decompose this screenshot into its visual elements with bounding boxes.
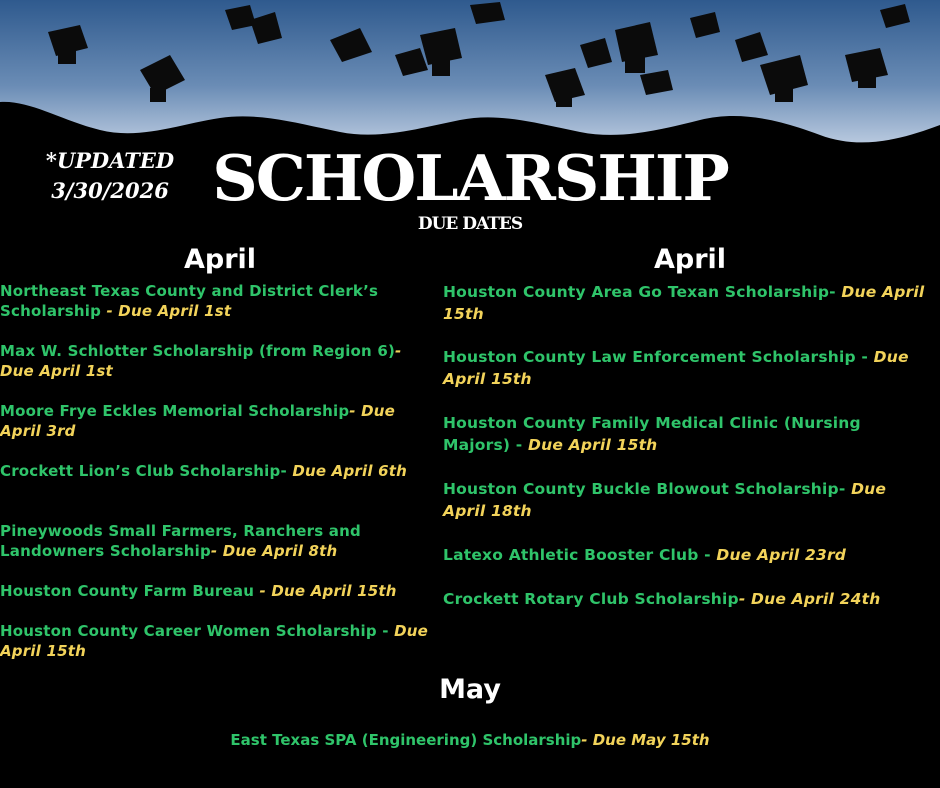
list-item: Houston County Buckle Blowout Scholarship- Due April 18th xyxy=(443,480,887,520)
list-item: Max W. Schlotter Scholarship (from Region 6)- Due April 1st xyxy=(0,342,402,380)
list-item: Northeast Texas County and District Clerk’s Scholarship - Due April 1st xyxy=(0,282,379,320)
updated-notice xyxy=(30,146,190,206)
right-column-heading: April xyxy=(653,244,727,275)
list-item: Houston County Law Enforcement Scholarship - Due April 15th xyxy=(443,348,909,388)
graduation-caps-sky-banner xyxy=(0,0,940,160)
list-item: Latexo Athletic Booster Club - Due April 23rd xyxy=(443,546,847,564)
left-column-heading: April xyxy=(183,244,257,275)
list-item: Houston County Career Women Scholarship - Due April 15th xyxy=(0,622,428,660)
list-item: Crockett Rotary Club Scholarship- Due April 24th xyxy=(443,590,881,608)
list-item: Moore Frye Eckles Memorial Scholarship- Due April 3rd xyxy=(0,402,396,440)
updated-date: 3/30/2026 xyxy=(51,178,169,203)
list-item: Houston County Area Go Texan Scholarship- Due April 15th xyxy=(443,283,925,323)
may-heading: May xyxy=(439,674,501,705)
list-item: Houston County Farm Bureau - Due April 15th xyxy=(0,582,397,600)
updated-label: *UPDATED xyxy=(45,148,175,173)
page-subtitle: DUE DATES xyxy=(417,214,523,234)
list-item: Crockett Lion’s Club Scholarship- Due April 6th xyxy=(0,462,407,480)
list-item: East Texas SPA (Engineering) Scholarship- Due May 15th xyxy=(230,731,710,749)
list-item: Houston County Family Medical Clinic (Nursing Majors) - Due April 15th xyxy=(443,414,861,454)
page-title: SCHOLARSHIP xyxy=(212,141,728,215)
list-item: Pineywoods Small Farmers, Ranchers and Landowners Scholarship- Due April 8th xyxy=(0,522,361,560)
